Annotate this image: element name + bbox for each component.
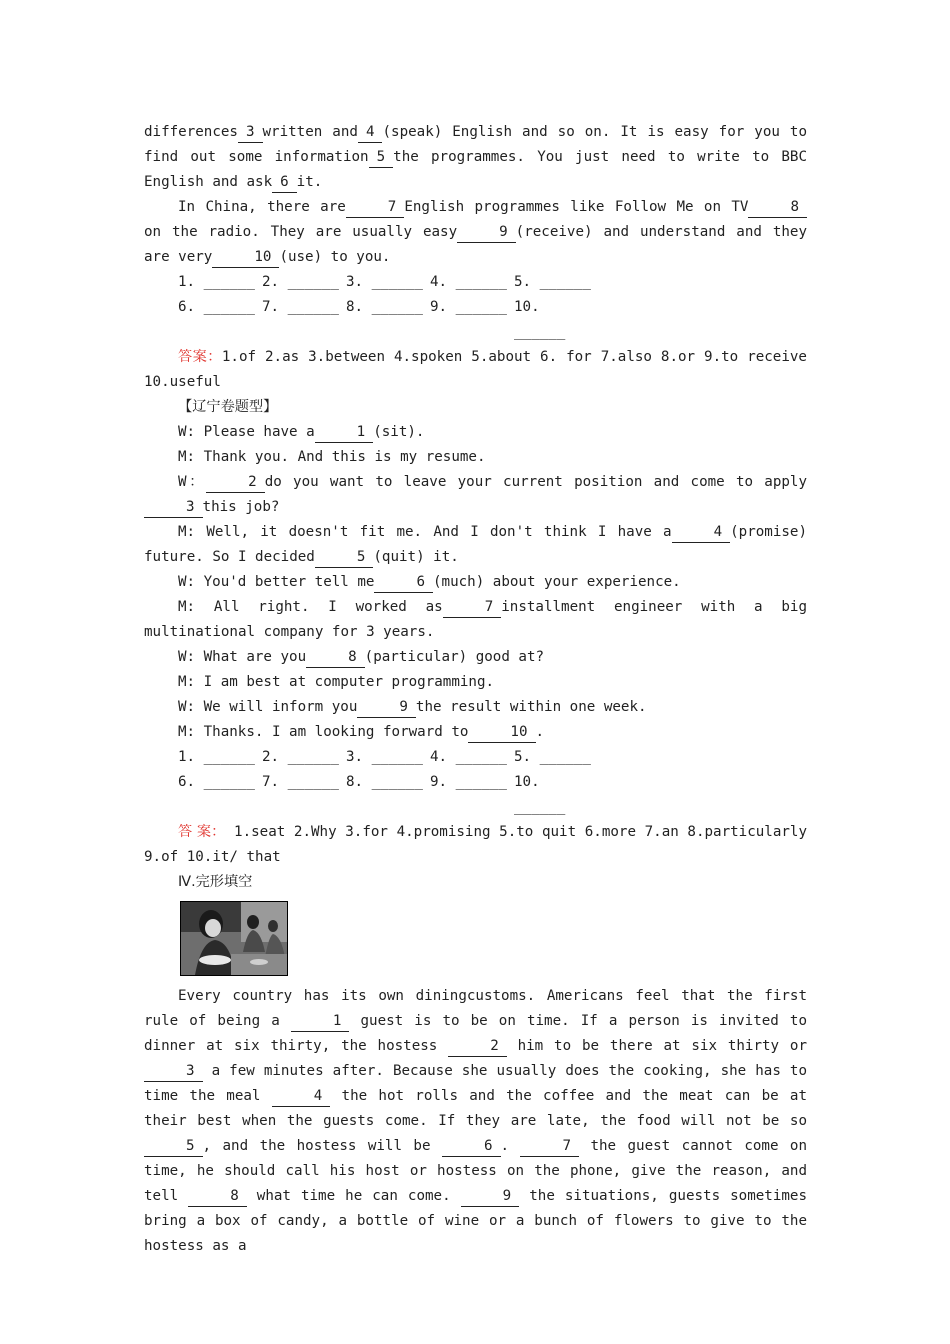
answer-grid-row-1 (144, 745, 807, 770)
text: written and (262, 124, 358, 140)
text: guest is to be on time. If a person is invited to dinner at six thirty, the hostess (144, 1013, 808, 1054)
blank-1: 1 (315, 423, 374, 443)
blank-9: 9 (461, 1187, 520, 1207)
answer-slot: 8. ______ (346, 774, 423, 790)
answer-label: 答案： (178, 349, 222, 365)
answer-slot: 7. ______ (262, 299, 339, 315)
blank-8: 8 (306, 648, 365, 668)
text: (speak) English and so on. It is easy for you to find out some information (144, 124, 807, 165)
answer-slot: 2. ______ (262, 749, 339, 765)
blank-6: 6 (442, 1137, 501, 1157)
text: what time he can come. (256, 1188, 451, 1204)
answer-slot: 9. ______ (430, 299, 507, 315)
dialogue-line-9 (144, 695, 807, 720)
text: , and the hostess will be (202, 1138, 431, 1154)
text: W: Please have a (178, 424, 315, 440)
text: on the radio. They are usually easy (144, 224, 458, 240)
text: this job? (202, 499, 280, 515)
text: (promise) future. So I decided (144, 524, 807, 565)
text: W： (178, 474, 207, 490)
blank-8: 8 (748, 198, 807, 218)
blank-9: 9 (357, 698, 416, 718)
text: . (500, 1138, 510, 1154)
answer-label: 答 案： (178, 824, 226, 840)
dialogue-line-4 (144, 520, 807, 570)
blank-2: 2 (206, 473, 265, 493)
answer-slot: 10. ______ (514, 774, 566, 815)
text: Every country has its own diningcustoms. Americans feel that the first rule of being a (144, 988, 807, 1029)
text: do you want to leave your current position and come to apply (264, 474, 807, 490)
blank-7: 7 (520, 1137, 579, 1157)
answer-grid-row-2 (144, 295, 807, 345)
text: (sit). (373, 424, 425, 440)
blank-1: 1 (291, 1012, 350, 1032)
text: W: We will inform you (178, 699, 358, 715)
passage-paragraph-2 (144, 195, 807, 270)
dialogue-line-10 (144, 720, 807, 745)
document-page (144, 120, 807, 1259)
answer-slot: 8. ______ (346, 299, 423, 315)
dialogue-line-1 (144, 420, 807, 445)
text: M: All right. I worked as (178, 599, 443, 615)
blank-8: 8 (188, 1187, 247, 1207)
text: (receive) and understand and they are very (144, 224, 807, 265)
blank-7: 7 (346, 198, 405, 218)
dialogue-line-8: M: I am best at computer programming. (178, 674, 495, 690)
answer-slot: 5. ______ (514, 274, 591, 290)
text: M: Well, it doesn't fit me. And I don't think I have a (178, 524, 672, 540)
answer-slot: 9. ______ (430, 774, 507, 790)
text: M: Thanks. I am looking forward to (178, 724, 469, 740)
blank-3: 3 (238, 123, 263, 143)
dining-photo (180, 901, 288, 976)
answer-slot: 5. ______ (514, 749, 591, 765)
answer-slot: 7. ______ (262, 774, 339, 790)
answer-slot: 2. ______ (262, 274, 339, 290)
blank-6: 6 (374, 573, 433, 593)
answer-slot: 3. ______ (346, 274, 423, 290)
blank-4: 4 (272, 1087, 331, 1107)
answer-slot: 4. ______ (430, 749, 507, 765)
text: (quit) it. (373, 549, 459, 565)
answer-slot: 1. ______ (178, 749, 255, 765)
blank-3: 3 (144, 498, 203, 518)
section-heading-liaoning: 【辽宁卷题型】 (178, 399, 278, 415)
text: the programmes. You just need to write to BBC English and ask (144, 149, 808, 190)
blank-5: 5 (315, 548, 374, 568)
blank-4: 4 (358, 123, 383, 143)
dialogue-line-2: M: Thank you. And this is my resume. (178, 449, 486, 465)
answer-slot: 3. ______ (346, 749, 423, 765)
blank-5: 5 (369, 148, 394, 168)
answer-grid-row-2 (144, 770, 807, 820)
answer-grid-row-1 (144, 270, 807, 295)
text: differences (144, 124, 238, 140)
text: installment engineer with a big multinational company for 3 years. (144, 599, 807, 640)
answer-key-2 (144, 820, 807, 870)
text: the situations, guests sometimes bring a box of candy, a bottle of wine or a bunch of flowers to give to the hostess as a (144, 1188, 808, 1254)
text: a few minutes after. Because she usually does the cooking, she has to time the meal (144, 1063, 807, 1104)
text: In China, there are (178, 199, 346, 215)
answer-slot: 4. ______ (430, 274, 507, 290)
answer-slot: 10. ______ (514, 299, 566, 340)
answer-key-1 (144, 345, 807, 395)
dialogue-line-7 (144, 645, 807, 670)
passage-paragraph-1 (144, 120, 807, 195)
text: (much) about your experience. (433, 574, 681, 590)
text: English programmes like Follow Me on TV (404, 199, 749, 215)
blank-10: 10 (212, 248, 279, 268)
answer-text: 1.seat 2.Why 3.for 4.promising 5.to quit 6.more 7.an 8.particularly 9.of 10.it/ that (144, 824, 807, 865)
text: it. (296, 174, 323, 190)
cloze-paragraph (144, 984, 807, 1259)
blank-7: 7 (443, 598, 502, 618)
answer-slot: 6. ______ (178, 774, 255, 790)
blank-5: 5 (144, 1137, 203, 1157)
text: W: You'd better tell me (178, 574, 375, 590)
blank-2: 2 (448, 1037, 507, 1057)
answer-text: 1.of 2.as 3.between 4.spoken 5.about 6. for 7.also 8.or 9.to receive 10.useful (144, 349, 807, 390)
blank-9: 9 (457, 223, 516, 243)
section-heading-cloze: Ⅳ.完形填空 (178, 874, 253, 890)
text: the result within one week. (415, 699, 647, 715)
text: W: What are you (178, 649, 307, 665)
answer-slot: 6. ______ (178, 299, 255, 315)
text: the hot rolls and the coffee and the meat can be at their best when the guests come. If they are late, the food will not be so (144, 1088, 808, 1129)
blank-4: 4 (672, 523, 731, 543)
text: the guest cannot come on time, he should call his host or hostess on the phone, give the reason, and tell (144, 1138, 808, 1204)
text: . (535, 724, 545, 740)
dialogue-line-5 (144, 570, 807, 595)
blank-10: 10 (468, 723, 535, 743)
dialogue-line-3 (144, 470, 807, 520)
blank-3: 3 (144, 1062, 203, 1082)
answer-slot: 1. ______ (178, 274, 255, 290)
text: him to be there at six thirty or (517, 1038, 807, 1054)
text: (use) to you. (279, 249, 391, 265)
dialogue-line-6 (144, 595, 807, 645)
blank-6: 6 (272, 173, 297, 193)
text: (particular) good at? (364, 649, 545, 665)
